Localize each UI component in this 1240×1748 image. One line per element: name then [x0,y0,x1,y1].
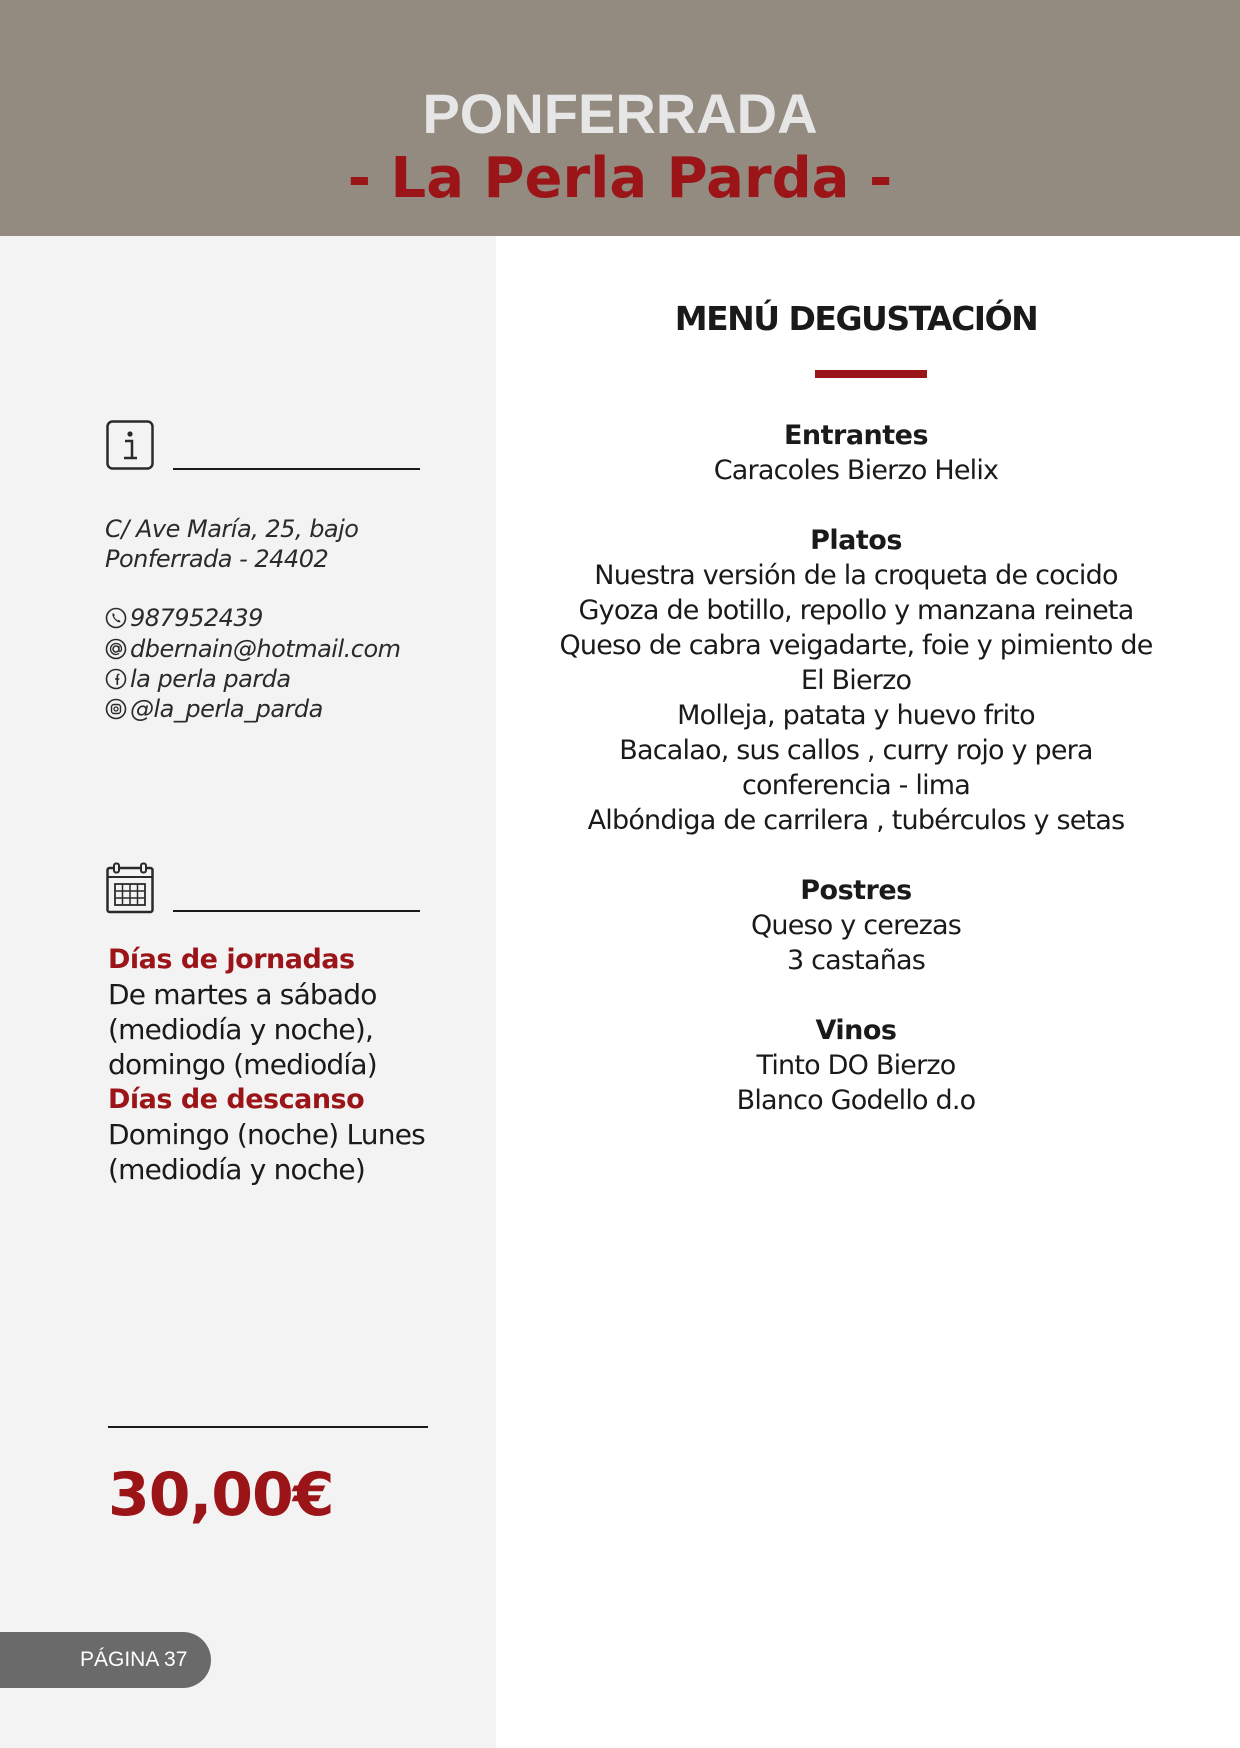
menu-item: Queso de cabra veigadarte, foie y pimiento de [559,630,1153,661]
phone-icon [105,607,127,629]
phone-row [105,603,263,633]
restaurant-name: - La Perla Parda - [347,146,893,211]
menu-item: El Bierzo [800,665,912,696]
working-days-line: domingo (mediodía) [108,1048,377,1081]
menu-item: Nuestra versión de la croqueta de cocido [594,560,1118,591]
rest-days-line: Domingo (noche) Lunes [108,1118,425,1151]
menu-item: Molleja, patata y huevo frito [677,700,1035,731]
address-line-1: C/ Ave María, 25, bajo [105,515,359,543]
working-days-line: (mediodía y noche), [108,1013,374,1046]
menu-item: Blanco Godello d.o [736,1085,976,1116]
instagram-row [105,694,323,724]
rest-days-line: (mediodía y noche) [108,1153,365,1186]
price-rule [108,1426,428,1428]
menu-item: Tinto DO Bierzo [756,1050,956,1081]
phone-number[interactable]: 987952439 [130,604,263,632]
facebook-handle[interactable]: la perla parda [130,665,291,693]
menu-item: Caracoles Bierzo Helix [713,455,999,486]
page-header [0,0,1240,236]
rest-days-heading: Días de descanso [108,1084,365,1115]
facebook-row [105,664,291,694]
page-number: PÁGINA 37 [80,1648,188,1671]
instagram-handle[interactable]: @la_perla_parda [130,695,323,723]
menu-item: 3 castañas [786,945,926,976]
address-line-2: Ponferrada - 24402 [105,545,329,573]
working-days-line: De martes a sábado [108,978,377,1011]
menu-item: Gyoza de botillo, repollo y manzana reineta [578,595,1134,626]
menu-item: conferencia - lima [741,770,971,801]
schedule-rule [173,910,420,912]
menu-item: Queso y cerezas [750,910,962,941]
info-rule [173,468,420,470]
menu-price: 30,00€ [108,1460,334,1530]
instagram-icon [105,698,127,720]
menu-item: Albóndiga de carrilera , tubérculos y setas [587,805,1125,836]
menu-item: Bacalao, sus callos , curry rojo y pera [619,735,1093,766]
section-heading-entrantes: Entrantes [783,420,929,451]
menu-title-underline [815,370,927,378]
section-heading-postres: Postres [800,875,912,906]
city-title: PONFERRADA [422,82,818,145]
menu-title: MENÚ DEGUSTACIÓN [674,299,1038,338]
email-address[interactable]: dbernain@hotmail.com [130,635,401,663]
facebook-icon [105,668,127,690]
section-heading-platos: Platos [810,525,902,556]
info-icon [106,420,154,470]
working-days-heading: Días de jornadas [108,944,355,975]
calendar-icon [106,862,154,914]
at-sign-icon [105,638,127,660]
email-row [105,634,401,664]
section-heading-vinos: Vinos [815,1015,897,1046]
